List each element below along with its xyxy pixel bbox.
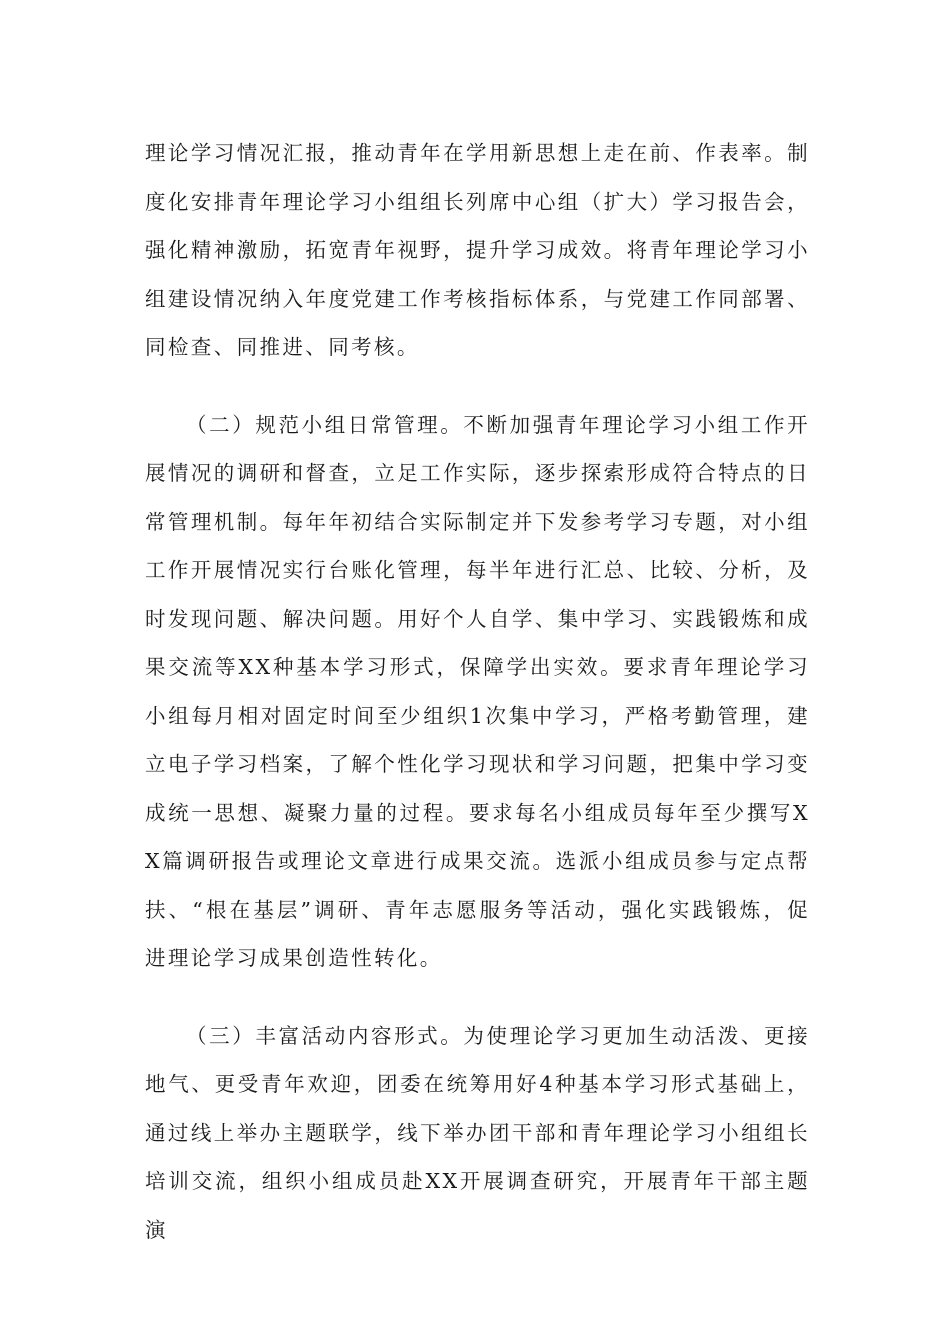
- paragraph-section-2: （二）规范小组日常管理。不断加强青年理论学习小组工作开展情况的调研和督查，立足工作实际，逐步探索形成符合特点的日常管理机制。每年年初结合实际制定并下发参考学习专题，对小组工作开展情况实行台账化管理，每半年进行汇总、比较、分析，及时发现问题、解决问题。用好个人自学、集中学习、实践锻炼和成果交流等XX种基本学习形式，保障学出实效。要求青年理论学习小组每月相对固定时间至少组织1次集中学习，严格考勤管理，建立电子学习档案，了解个性化学习现状和学习问题，把集中学习变成统一思想、凝聚力量的过程。要求每名小组成员每年至少撰写XX篇调研报告或理论文章进行成果交流。选派小组成员参与定点帮扶、“根在基层”调研、青年志愿服务等活动，强化实践锻炼，促进理论学习成果创造性转化。: [145, 412, 810, 970]
- paragraph-section-3: （三）丰富活动内容形式。为使理论学习更加生动活泼、更接地气、更受青年欢迎，团委在统筹用好4种基本学习形式基础上，通过线上举办主题联学，线下举办团干部和青年理论学习小组组长培训交流，组织小组成员赴XX开展调查研究，开展青年干部主题演: [145, 1023, 810, 1242]
- document-body: [145, 129, 810, 1254]
- paragraph-continued: 理论学习情况汇报，推动青年在学用新思想上走在前、作表率。制度化安排青年理论学习小组组长列席中心组（扩大）学习报告会，强化精神激励，拓宽青年视野，提升学习成效。将青年理论学习小组建设情况纳入年度党建工作考核指标体系，与党建工作同部署、同检查、同推进、同考核。: [145, 141, 810, 359]
